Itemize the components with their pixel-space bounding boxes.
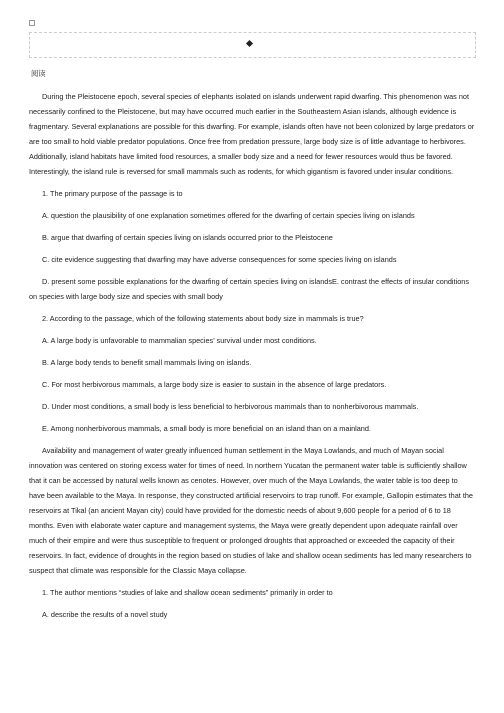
question-1-option-c: C. cite evidence suggesting that dwarfing may have adverse consequences for some species living on islands [42,255,397,264]
corner-mark [29,20,35,26]
document-body [29,66,475,629]
question-3-stem: 1. The author mentions “studies of lake and shallow ocean sediments” primarily in order to [42,588,333,597]
question-2-option-d: D. Under most conditions, a small body is less beneficial to herbivorous mammals than to nonherbivorous mammals. [42,402,419,411]
question-2-option-b: B. A large body tends to benefit small mammals living on islands. [42,358,252,367]
question-2-option-c: C. For most herbivorous mammals, a large body size is easier to sustain in the absence of large predators. [42,380,387,389]
question-1-option-a: A. question the plausibility of one explanation sometimes offered for the dwarfing of certain species living on islands [42,211,415,220]
question-2-option-a: A. A large body is unfavorable to mammalian species’ survival under most conditions. [42,336,317,345]
question-1-option-d: D. present some possible explanations for the dwarfing of certain species living on islandsE. contrast the effects of insular conditions on species with large body size and species with small body [29,277,469,301]
passage-2: Availability and management of water greatly influenced human settlement in the Maya Lowlands, and much of Mayan social innovation was centered on storing excess water for times of need. In northern Yucatan the permanent water table is sufficiently shallow that it can be accessed by natural wells known as cenotes. However, over much of the Maya Lowlands, the water table is too deep to have been available to the Maya. In response, they constructed artificial reservoirs to trap runoff. For example, Gallopin estimates that the reservoirs at Tikal (an ancient Mayan city) could have provided for the domestic needs of about 9,600 people for a period of 6 to 18 months. Even with elaborate water capture and management systems, the Maya were greatly dependent upon adequate rainfall over much of their empire and were thus susceptible to frequent or prolonged droughts that approached or exceeded the capacity of their reservoirs. In fact, evidence of droughts in the region based on studies of lake and shallow ocean sediments has led many researchers to suspect that climate was responsible for the Classic Maya collapse. [29,446,473,575]
question-3-option-a: A. describe the results of a novel study [42,610,168,619]
question-1-option-b: B. argue that dwarfing of certain species living on islands occurred prior to the Pleistocene [42,233,333,242]
question-1-stem: 1. The primary purpose of the passage is to [42,189,183,198]
question-2-option-e: E. Among nonherbivorous mammals, a small body is more beneficial on an island than on a mainland. [42,424,371,433]
passage-1: During the Pleistocene epoch, several species of elephants isolated on islands underwent rapid dwarfing. This phenomenon was not necessarily confined to the Pleistocene, but may have occurred much earlier in the Southeastern Asian islands, although evidence is fragmentary. Several explanations are possible for this dwarfing. For example, islands often have not been colonized by large predators or are too small to hold viable predator populations. Once free from predation pressure, large body size is of little advantage to herbivores. Additionally, island habitats have limited food resources, a smaller body size and a need for fewer resources would thus be favored. Interestingly, the island rule is reversed for small mammals such as rodents, for which gigantism is favored under insular conditions. [29,92,475,176]
question-2-stem: 2. According to the passage, which of the following statements about body size in mammals is true? [42,314,364,323]
page-header-band [29,32,476,58]
section-label: 阅读 [31,69,46,78]
